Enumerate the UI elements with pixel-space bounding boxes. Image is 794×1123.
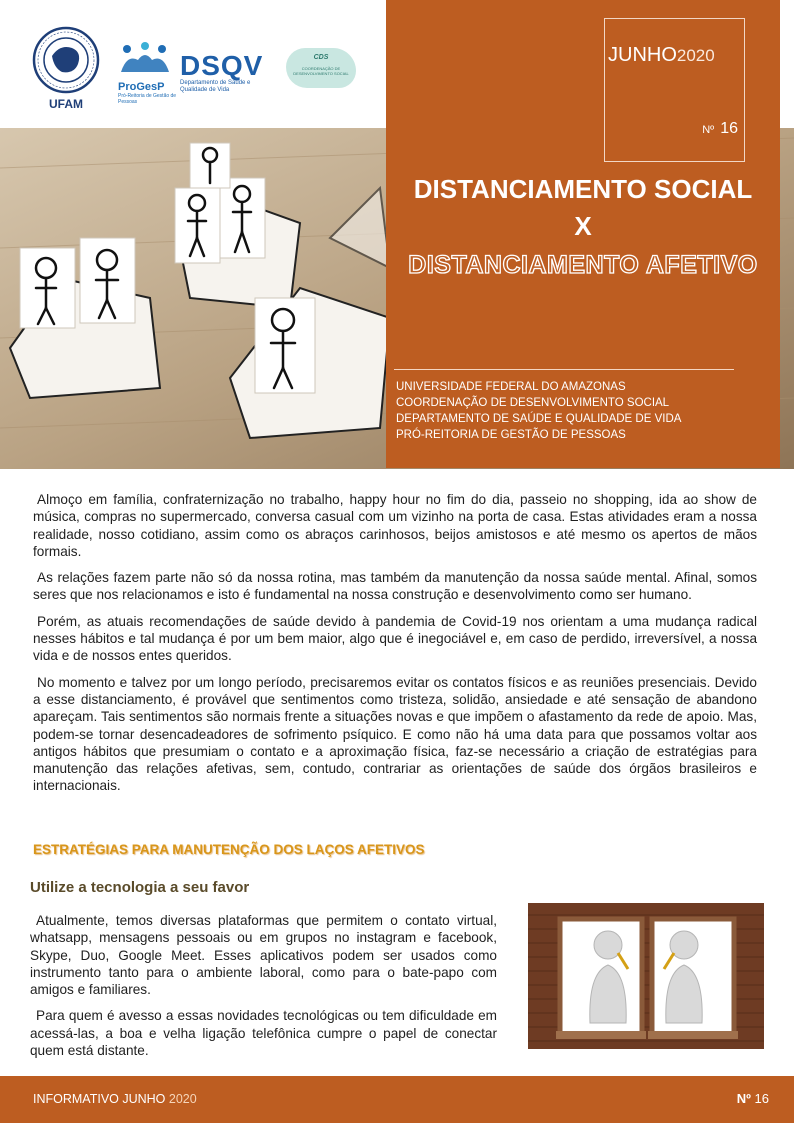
article-body	[33, 491, 757, 804]
progesp-logo	[118, 42, 180, 105]
issue-number: 16	[720, 120, 738, 137]
dsqv-subtitle-2: Qualidade de Vida	[180, 87, 230, 93]
edition-issue	[702, 120, 738, 138]
figures-in-windows-illustration	[528, 903, 764, 1049]
date-box	[604, 18, 745, 162]
institution-line: PRÓ-REITORIA DE GESTÃO DE PESSOAS	[396, 429, 626, 441]
institution-line: UNIVERSIDADE FEDERAL DO AMAZONAS	[396, 381, 626, 393]
footer	[0, 1076, 794, 1123]
institution-line: COORDENAÇÃO DE DESENVOLVIMENTO SOCIAL	[396, 397, 670, 409]
dsqv-subtitle-1: Departamento de Saúde e	[180, 80, 251, 86]
cds-subtitle: COORDENAÇÃO DE DESENVOLVIMENTO SOCIAL	[293, 66, 349, 76]
edition-date	[608, 44, 715, 67]
progesp-subtitle: Pró-Reitoria de Gestão de Pessoas	[118, 93, 177, 105]
issue-label: Nº	[702, 124, 715, 136]
title-line-2: X	[574, 211, 592, 241]
footer-label: INFORMATIVO JUNHO	[33, 1092, 166, 1106]
ufam-label: UFAM	[49, 97, 83, 111]
progesp-figures-icon	[118, 42, 172, 76]
technology-text	[30, 912, 497, 1068]
dsqv-logo	[180, 52, 263, 94]
footer-year: 2020	[168, 1092, 197, 1106]
section-title: ESTRATÉGIAS PARA MANUTENÇÃO DOS LAÇOS AFETIVOS	[33, 842, 425, 857]
body-paragraph: Porém, as atuais recomendações de saúde devido à pandemia de Covid-19 nos orientam a uma mudança radical nesses hábitos e tal mudança é por um bem maior, algo que é inegociável e, em caso de perdido, irreversível, a nossa vida e de nossos entes queridos.	[33, 613, 757, 664]
footer-issue	[737, 1091, 769, 1106]
ufam-logo	[30, 26, 102, 111]
footer-issue-label: Nº	[736, 1091, 751, 1106]
panel-divider	[394, 369, 734, 370]
cds-name: CDS	[313, 54, 329, 61]
footer-edition	[33, 1092, 197, 1106]
tech-paragraph: Para quem é avesso a essas novidades tecnológicas ou tem dificuldade em acessá-las, a boa e velha ligação telefônica cumpre o papel de conectar quem está distante.	[30, 1008, 497, 1059]
edition-month: JUNHO	[608, 44, 677, 66]
windows-image	[528, 903, 764, 1049]
title-panel	[386, 0, 780, 468]
body-paragraph: Almoço em família, confraternização no trabalho, happy hour no fim do dia, passeio no shopping, ida ao show de música, compras no supermercado, conversa casual com um vizinho na porta de casa. Estas atividades eram a nossa realidade, nosso cotidiano, assim como os abraços carinhosos, beijos amistosos e até mesmo os apertos de mãos formais.	[33, 492, 757, 559]
institution-line: DEPARTAMENTO DE SAÚDE E QUALIDADE DE VIDA	[396, 413, 682, 425]
cds-logo	[286, 48, 356, 88]
footer-issue-number: 16	[754, 1091, 769, 1106]
section-subtitle: Utilize a tecnologia a seu favor	[30, 879, 250, 896]
title-line-1: DISTANCIAMENTO SOCIAL	[413, 174, 753, 204]
institution-list	[396, 379, 681, 443]
body-paragraph: As relações fazem parte não só da nossa rotina, mas também da manutenção da nossa saúde mental. Afinal, somos seres que nos relacionamos e isto é fundamental na nossa construção e desenvolvimento como ser humano.	[33, 570, 757, 603]
logo-strip	[0, 0, 388, 128]
dsqv-name: DSQV	[180, 50, 264, 81]
title-line-3: DISTANCIAMENTO AFETIVO	[408, 251, 758, 279]
progesp-name: ProGesP	[118, 81, 165, 93]
ufam-seal-icon	[32, 26, 100, 94]
body-paragraph: No momento e talvez por um longo período, precisaremos evitar os contatos físicos e as reuniões presenciais. Devido a esse distanciamento, é provável que sentimentos como tristeza, solidão, ansiedade e até sensação de abandono apareçam. Tais sentimentos são normais frente a situações novas e que impõem o afastamento da rede de apoio. Mas, podem-se tornar desencadeadores de sofrimento psíquico. E como não há uma data para que possamos voltar aos antigos hábitos que presumiam o contato e a aproximação física, faz-se necessário a criação de estratégias para manutenção das relações afetivas, sem, contudo, contrariar as orientações de saúde dos órgãos brasileiros e internacionais.	[33, 674, 757, 794]
tech-paragraph: Atualmente, temos diversas plataformas que permitem o contato virtual, whatsapp, mensagens pessoais ou em grupos no instagram e facebook, Skype, Duo, Google Meet. Esses aplicativos podem ser usados como instrumento tanto para o ambiente laboral, como para o bate-papo com amigos e familiares.	[30, 913, 497, 998]
edition-year: 2020	[676, 46, 715, 65]
